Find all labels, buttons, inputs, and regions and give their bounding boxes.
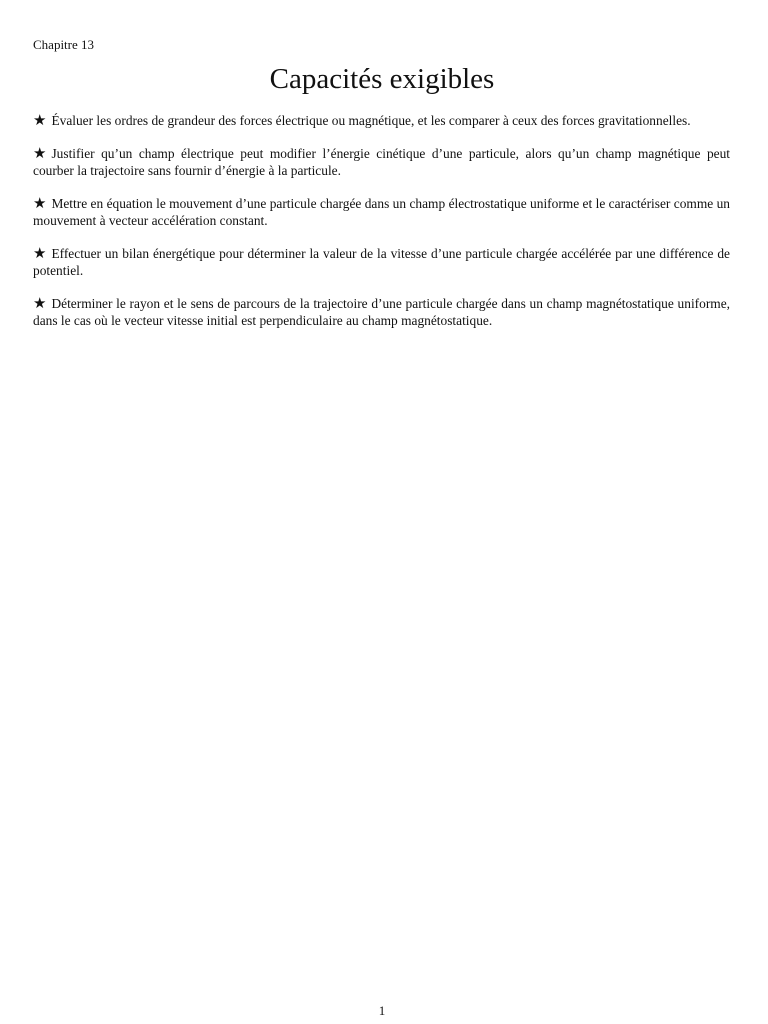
page-title: Capacités exigibles	[269, 63, 495, 95]
list-item-text: Mettre en équation le mouvement d’une particule chargée dans un champ électrostatique uniforme et le caractériser comme un mouvement à vecteur accélération constant.	[33, 196, 730, 228]
chapter-label: Chapitre 13	[33, 37, 95, 52]
skills-list	[33, 112, 730, 345]
star-icon: ★	[33, 294, 47, 312]
list-item-text: Justifier qu’un champ électrique peut modifier l’énergie cinétique d’une particule, alors qu’un champ magnétique peut courber la trajectoire sans fournir d’énergie à la particule.	[33, 146, 730, 178]
star-icon: ★	[33, 144, 47, 162]
list-item-text: Évaluer les ordres de grandeur des forces électrique ou magnétique, et les comparer à ceux des forces gravitationnelles.	[51, 113, 691, 128]
list-item	[33, 195, 730, 229]
list-item-text: Effectuer un bilan énergétique pour déterminer la valeur de la vitesse d’une particule chargée accélérée par une différence de potentiel.	[33, 246, 730, 278]
list-item	[33, 145, 730, 179]
list-item	[33, 295, 730, 329]
star-icon: ★	[33, 194, 47, 212]
list-item	[33, 245, 730, 279]
list-item	[33, 112, 730, 129]
list-item-text: Déterminer le rayon et le sens de parcours de la trajectoire d’une particule chargée dans un champ magnétostatique uniforme, dans le cas où le vecteur vitesse initial est perpendiculaire au champ magnétostatique.	[33, 296, 730, 328]
star-icon: ★	[33, 244, 47, 262]
page-number: 1	[378, 1003, 386, 1018]
star-icon: ★	[33, 111, 47, 129]
